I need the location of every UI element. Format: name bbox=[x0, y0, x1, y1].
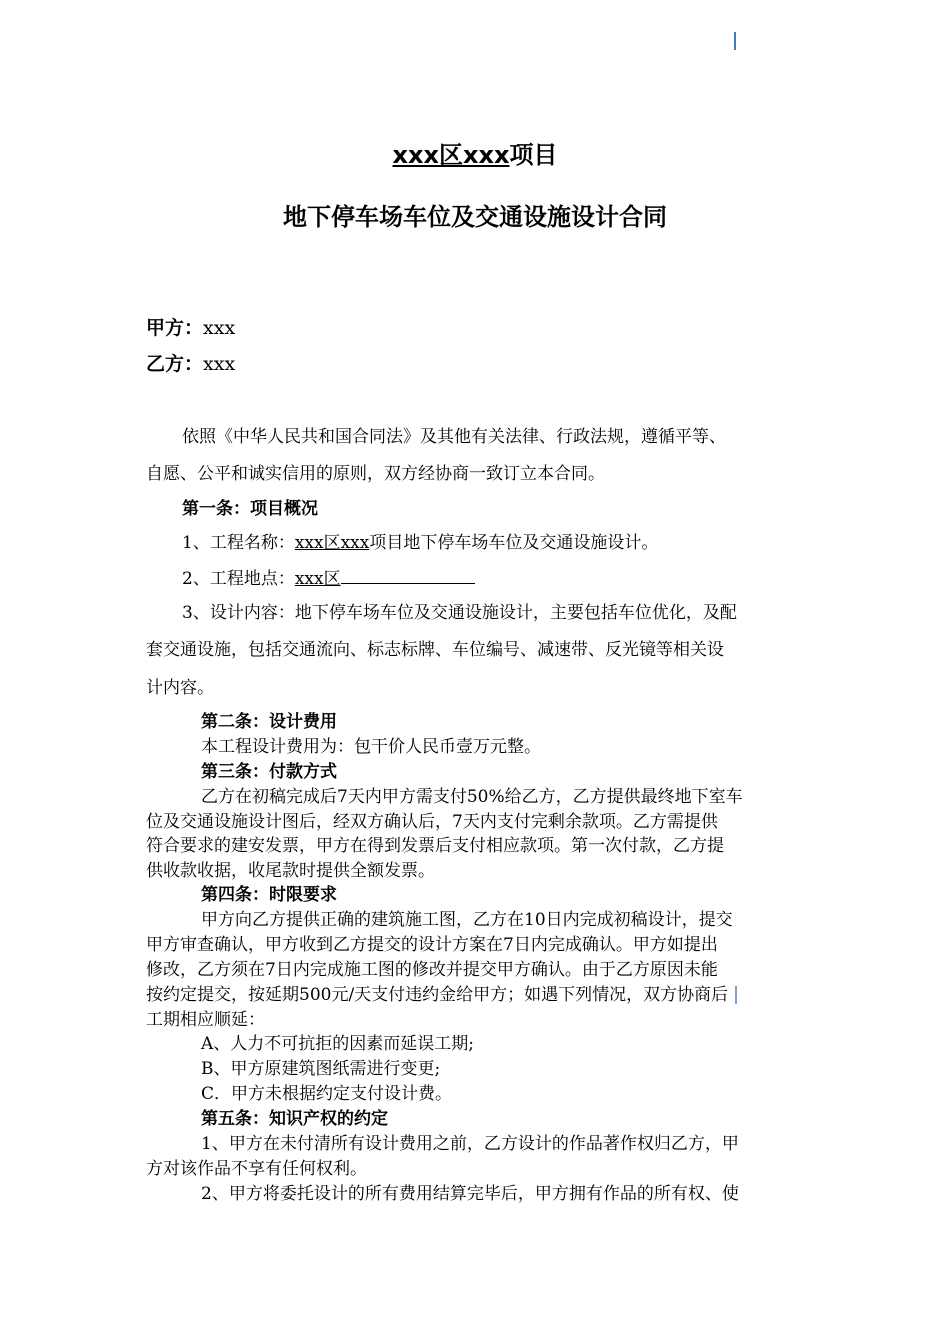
article-5-line: 方对该作品不享有任何权利。 bbox=[146, 1159, 367, 1179]
article-4-heading: 第四条：时限要求 bbox=[201, 885, 337, 905]
article-3-line: 位及交通设施设计图后，经双方确认后，7天内支付完剩余款项。乙方需提供 bbox=[146, 812, 718, 832]
article-3-line: 乙方在初稿完成后7天内甲方需支付50%给乙方，乙方提供最终地下室车 bbox=[201, 787, 743, 807]
article-4-item: C．甲方未根据约定支付设计费。 bbox=[201, 1084, 453, 1104]
article-1-item-3: 3、设计内容：地下停车场车位及交通设施设计，主要包括车位优化，及配 bbox=[182, 603, 737, 623]
article-1-item-2: 2、工程地点：xxx区 bbox=[182, 564, 475, 589]
text-cursor-mark bbox=[735, 986, 737, 1004]
article-2-text: 本工程设计费用为：包干价人民币壹万元整。 bbox=[201, 737, 541, 757]
intro-line: 自愿、公平和诚实信用的原则，双方经协商一致订立本合同。 bbox=[146, 464, 605, 484]
article-4-item: A、人力不可抗拒的因素而延误工期; bbox=[201, 1034, 475, 1054]
party-b: 乙方：xxx bbox=[146, 353, 236, 375]
document-subtitle: 地下停车场车位及交通设施设计合同 bbox=[283, 203, 667, 231]
article-4-item: B、甲方原建筑图纸需进行变更; bbox=[201, 1059, 441, 1079]
article-1-item-3: 计内容。 bbox=[146, 678, 214, 698]
article-2-heading: 第二条：设计费用 bbox=[201, 712, 337, 732]
article-4-line: 甲方向乙方提供正确的建筑施工图，乙方在10日内完成初稿设计，提交 bbox=[201, 910, 733, 930]
text-cursor-mark bbox=[734, 32, 736, 50]
document-title: xxx区xxx项目 bbox=[392, 141, 558, 169]
article-1-item-1: 1、工程名称：xxx区xxx项目地下停车场车位及交通设施设计。 bbox=[182, 533, 659, 553]
intro-line: 依照《中华人民共和国合同法》及其他有关法律、行政法规，遵循平等、 bbox=[182, 427, 726, 447]
article-3-line: 供收款收据，收尾款时提供全额发票。 bbox=[146, 861, 435, 881]
blank-underline bbox=[341, 582, 475, 584]
article-1-heading: 第一条：项目概况 bbox=[182, 499, 318, 519]
article-5-line: 2、甲方将委托设计的所有费用结算完毕后，甲方拥有作品的所有权、使 bbox=[201, 1184, 739, 1204]
article-5-heading: 第五条：知识产权的约定 bbox=[201, 1109, 388, 1129]
article-1-item-3: 套交通设施，包括交通流向、标志标牌、车位编号、减速带、反光镜等相关设 bbox=[146, 640, 724, 660]
article-5-line: 1、甲方在未付清所有设计费用之前，乙方设计的作品著作权归乙方，甲 bbox=[201, 1134, 739, 1154]
article-4-line: 按约定提交，按延期500元/天支付违约金给甲方；如遇下列情况，双方协商后 bbox=[146, 985, 729, 1005]
article-3-line: 符合要求的建安发票，甲方在得到发票后支付相应款项。第一次付款，乙方提 bbox=[146, 836, 724, 856]
article-4-line: 修改，乙方须在7日内完成施工图的修改并提交甲方确认。由于乙方原因未能 bbox=[146, 960, 718, 980]
article-4-line: 甲方审查确认，甲方收到乙方提交的设计方案在7日内完成确认。甲方如提出 bbox=[146, 935, 718, 955]
article-4-line: 工期相应顺延： bbox=[146, 1010, 265, 1030]
party-a: 甲方：xxx bbox=[146, 317, 236, 339]
article-3-heading: 第三条：付款方式 bbox=[201, 762, 337, 782]
